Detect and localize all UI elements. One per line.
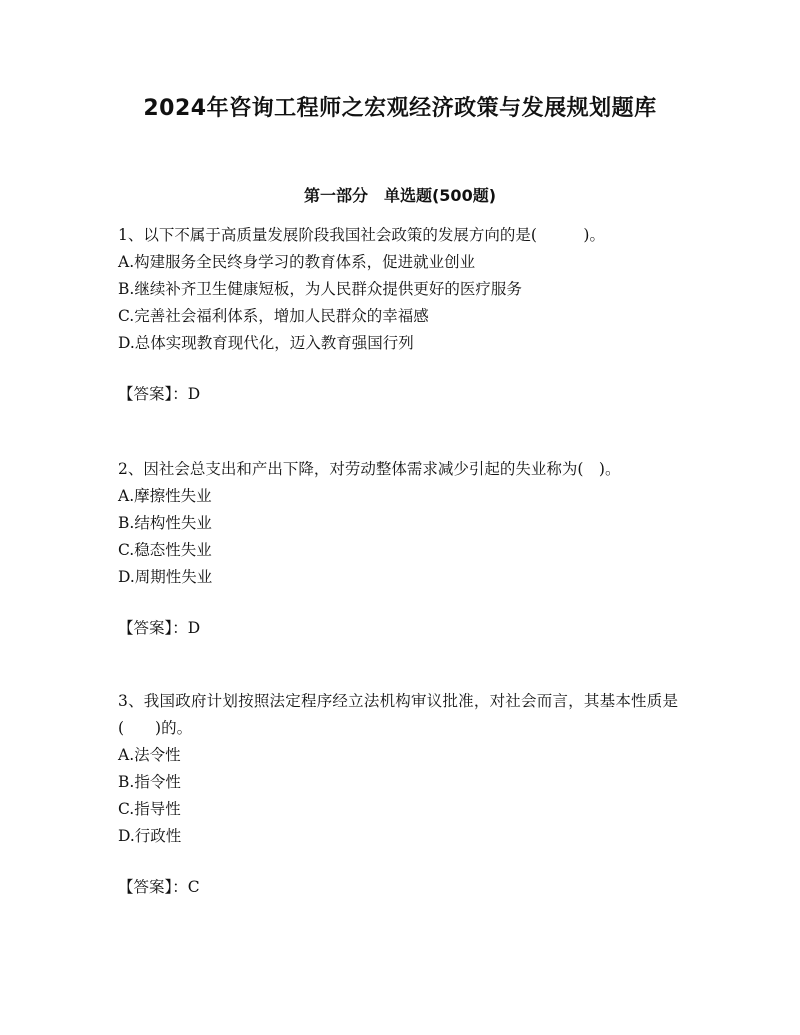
answer-value: C — [187, 878, 200, 896]
question-3-option-d: D.行政性 — [118, 827, 182, 845]
question-1-option-d: D.总体实现教育现代化，迈入教育强国行列 — [118, 334, 414, 352]
answer-value: D — [187, 385, 201, 403]
question-3 — [118, 688, 678, 901]
question-2-answer — [118, 615, 678, 642]
question-2-option-a: A.摩擦性失业 — [118, 487, 212, 505]
question-1-option-c: C.完善社会福利体系，增加人民群众的幸福感 — [118, 307, 429, 325]
question-1 — [118, 222, 678, 408]
section-title: 第一部分 单选题(500题) — [303, 186, 497, 205]
question-3-option-c: C.指导性 — [118, 800, 181, 818]
question-3-option-b: B.指令性 — [118, 773, 181, 791]
answer-label: 【答案】： — [118, 878, 188, 896]
question-3-answer — [118, 874, 678, 901]
question-2-stem: 2、因社会总支出和产出下降，对劳动整体需求减少引起的失业称为( )。 — [118, 460, 621, 478]
question-1-answer — [118, 381, 678, 408]
question-2-option-c: C.稳态性失业 — [118, 541, 212, 559]
question-3-option-a: A.法令性 — [118, 746, 181, 764]
question-1-stem: 1、以下不属于高质量发展阶段我国社会政策的发展方向的是( )。 — [118, 226, 605, 244]
question-1-option-b: B.继续补齐卫生健康短板，为人民群众提供更好的医疗服务 — [118, 280, 522, 298]
question-2 — [118, 456, 678, 642]
question-3-stem: 3、我国政府计划按照法定程序经立法机构审议批准，对社会而言，其基本性质是( )的。 — [118, 692, 678, 737]
question-2-option-d: D.周期性失业 — [118, 568, 213, 586]
question-1-option-a: A.构建服务全民终身学习的教育体系，促进就业创业 — [118, 253, 476, 271]
question-2-option-b: B.结构性失业 — [118, 514, 212, 532]
document-title: 2024年咨询工程师之宏观经济政策与发展规划题库 — [143, 96, 657, 121]
answer-label: 【答案】： — [118, 385, 188, 403]
answer-label: 【答案】： — [118, 619, 188, 637]
answer-value: D — [187, 619, 201, 637]
